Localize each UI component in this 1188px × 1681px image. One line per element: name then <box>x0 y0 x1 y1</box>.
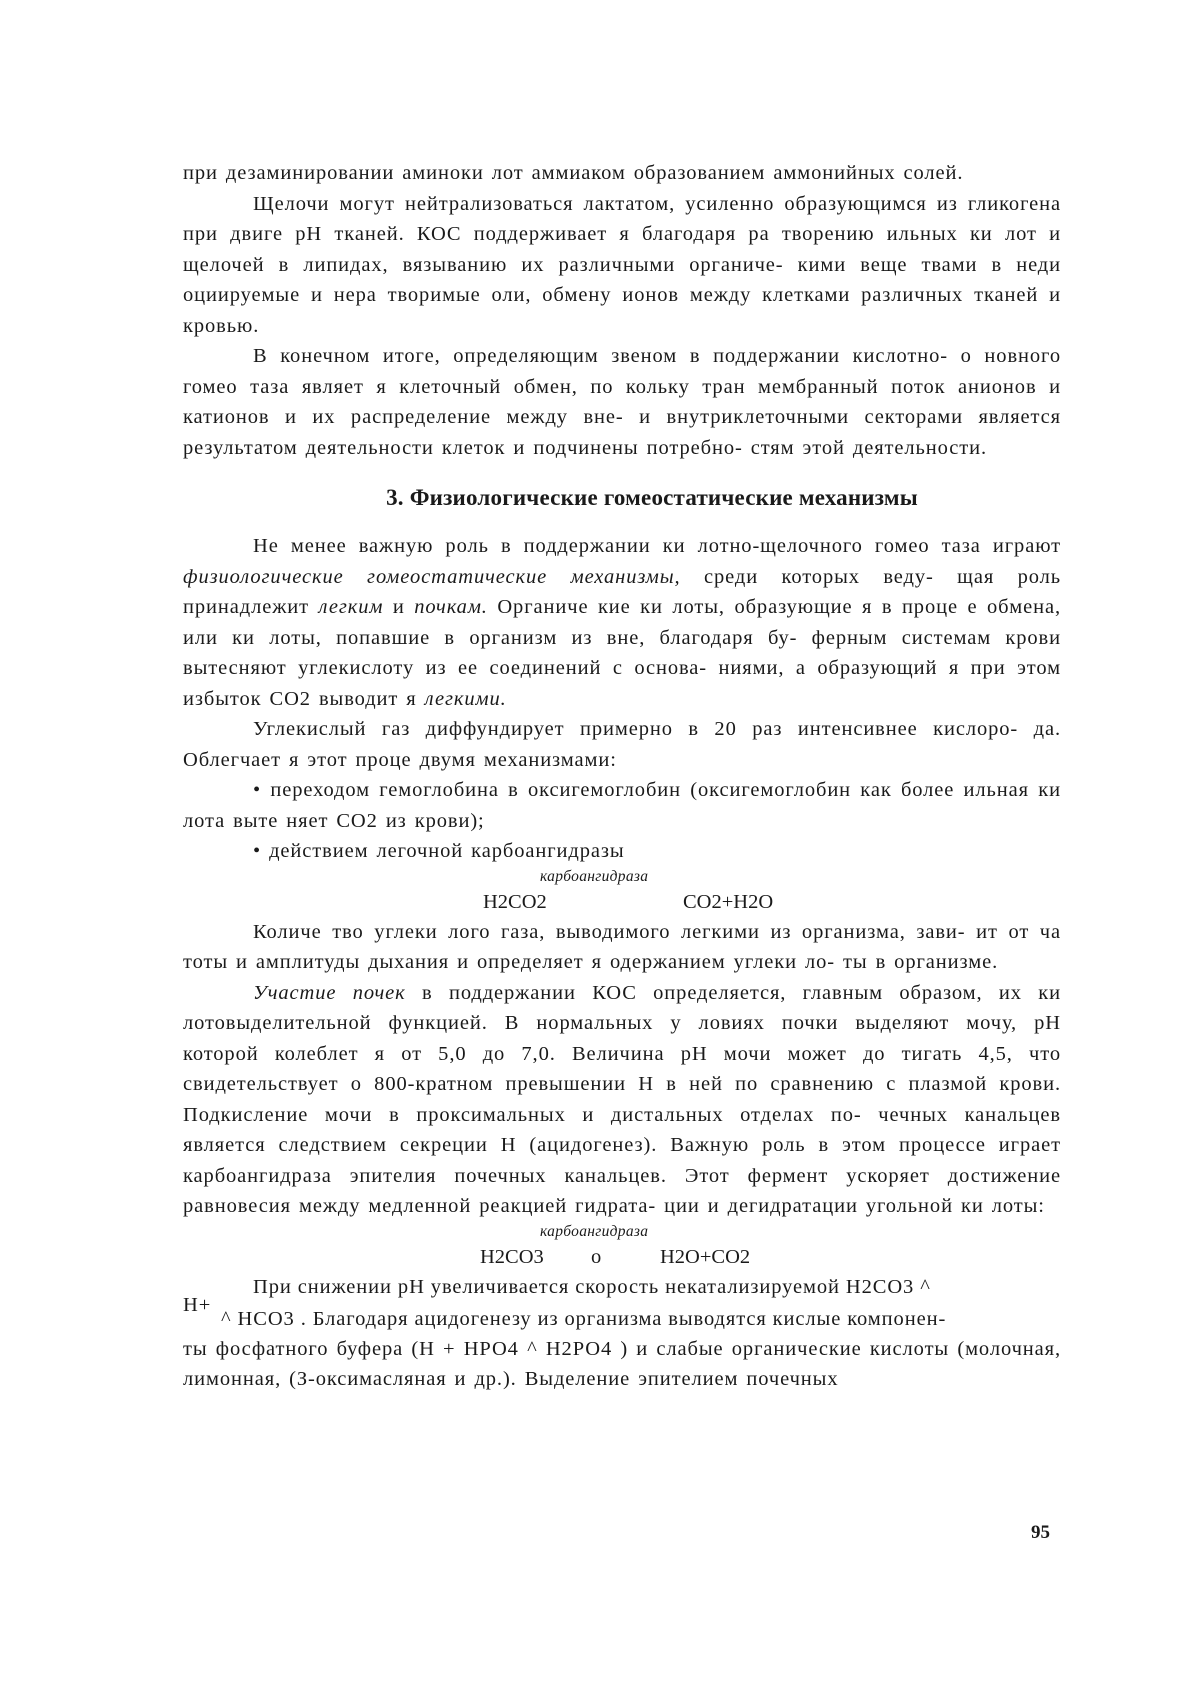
paragraph-8-rest: ты фосфатного буфера (Н + НРО4 ^ Н2РО4 ) и слабые органические кислоты (молочная, лимонная, (З-оксимасляная и др.). Выделение эпителием почечных <box>183 1337 1061 1390</box>
paragraph-4: Не менее важную роль в поддержании ки лотно-щелочного гомео таза играют физиологические гомеостатические механизмы, среди которых веду- щая роль принадлежит легким и почкам. Органиче кие ки лоты, образующие я в проце е обмена, или ки лоты, попавшие в организм из вне, благодаря бу- ферным системам крови вытесняют углекислоту из ее соединений с основа- ниями, а образующий я при этом избыток СО2 выводит я легкими. <box>183 535 1062 710</box>
paragraph-8-line-1: При снижении рН увеличивается скорость некатализируемой Н2СО3 ^ <box>253 1275 931 1298</box>
equation-1-right: СО2+Н2О <box>683 890 774 913</box>
paragraph-7: Участие почек в поддержании КОС определяется, главным образом, их ки лотовыделительной функцией. В нормальных у ловиях почки выделяют мочу, рН которой колеблет я от 5,0 до 7,0. Величина рН мочи может до тигать 4,5, что свидетельствует о 800-кратном превышении Н в ней по сравнению с плазмой крови. Подкисление мочи в проксимальных и дистальных отделах по- чечных канальцев является следствием секреции Н (ацидогенез). Важную роль в этом процессе играет карбоангидраза эпителия почечных канальцев. Этот фермент ускоряет достижение равновесия между медленной реакцией гидрата- ции и дегидратации угольной ки лоты: <box>183 981 1061 1217</box>
paragraph-6: Количе тво углеки лого газа, выводимого легкими из организма, зави- ит от ча тоты и амплитуды дыхания и определяет я одержанием углеки ло- ты в организме. <box>183 920 1061 973</box>
paragraph-8-start <box>183 1272 1061 1334</box>
paragraph-5: Углекислый газ диффундирует примерно в 20 раз интенсивнее кислоро- да. Облегчает я этот проце двумя механизмами: <box>183 718 1061 771</box>
equation-2-arrow: о <box>591 1245 602 1268</box>
equation-1-enzyme: карбоангидраза <box>540 867 649 885</box>
equation-2 <box>183 1242 1061 1272</box>
equation-1-left: Н2СО2 <box>483 890 547 913</box>
equation-2-enzyme: карбоангидраза <box>540 1222 649 1240</box>
section-heading: 3. Физиологические гомеостатические механизмы <box>386 485 918 510</box>
equation-1 <box>183 887 1061 917</box>
paragraph-3: В конечном итоге, определяющим звеном в поддержании кислотно- о новного гомео таза являет я клеточный обмен, по кольку тран мембранный поток анионов и катионов и их распределение между вне- и внутриклеточными секторами является результатом деятельности клеток и подчинены потребно- стям этой деятельности. <box>183 345 1061 459</box>
paragraph-1: при дезаминировании аминоки лот аммиаком образованием аммонийных солей. <box>183 162 964 184</box>
bullet-1: • переходом гемоглобина в оксигемоглобин (оксигемоглобин как более ильная ки лота выте няет СО2 из крови); <box>183 779 1061 832</box>
equation-2-left: Н2СО3 <box>480 1245 544 1268</box>
page-body <box>183 158 1061 1395</box>
equation-2-right: Н2О+СО2 <box>660 1245 751 1268</box>
paragraph-8-line-2: ^ НСО3 . Благодаря ацидогенезу из организма выводятся кислые компонен- <box>221 1307 947 1330</box>
paragraph-2: Щелочи могут нейтрализоваться лактатом, усиленно образующимся из гликогена при двиге рН тканей. КОС поддерживает я благодаря ра творению ильных ки лот и щелочей в липидах, вязыванию их различными органиче- кими веще твами в неди оциируемые и нера творимые оли, обмену ионов между клетками различных тканей и кровью. <box>183 192 1061 337</box>
h-plus-ion: Н+ <box>183 1293 212 1316</box>
page-number: 95 <box>1031 1522 1050 1543</box>
bullet-2: • действием легочной карбоангидразы <box>253 840 625 862</box>
